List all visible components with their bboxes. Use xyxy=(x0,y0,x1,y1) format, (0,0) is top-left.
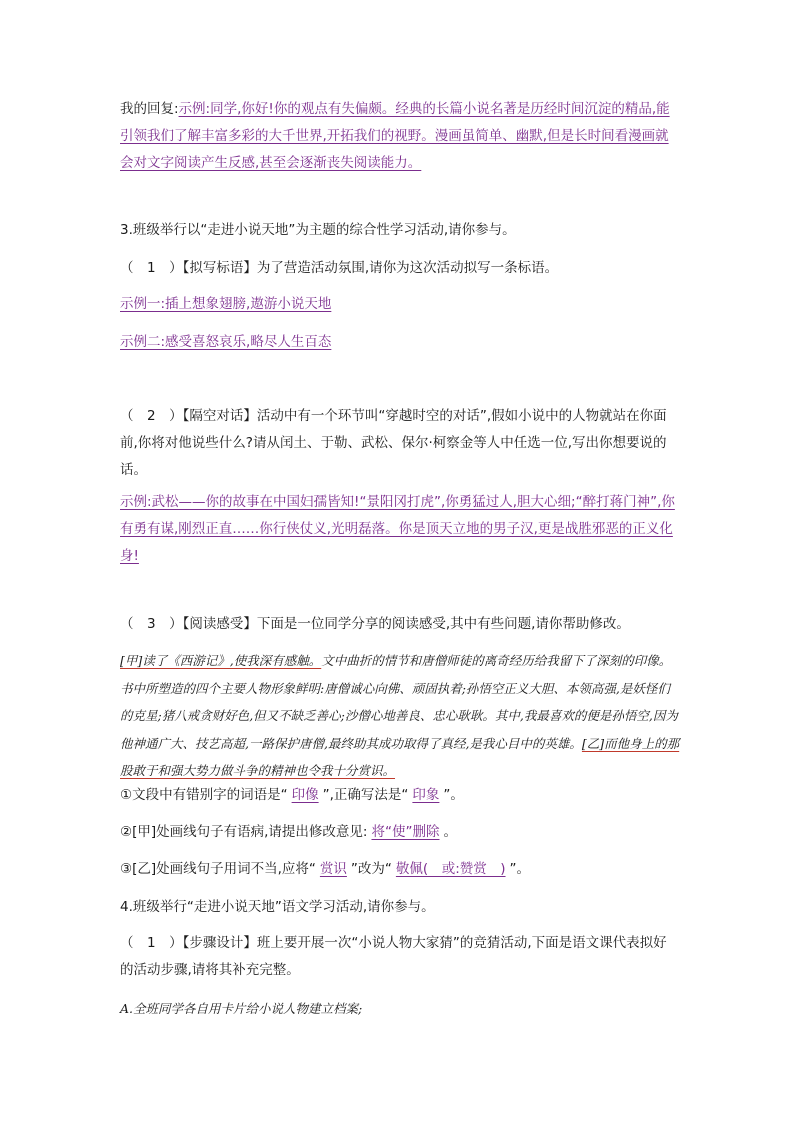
sub1-suffix: ”。 xyxy=(443,787,464,803)
sub3-answer-wrong: 赏识 xyxy=(319,861,347,877)
q3-p3-sub2 xyxy=(120,819,680,846)
q3-p3-sub3 xyxy=(120,856,680,883)
sub3-suffix: ”。 xyxy=(509,861,531,877)
q3-p1-answer1: 示例一:插上想象翅膀,遨游小说天地 xyxy=(120,296,332,312)
sub3-prefix: ③[乙]处画线句子用词不当,应将“ xyxy=(120,861,316,877)
q3-p1-answer1-row xyxy=(120,291,680,318)
passage-sentence-a: [甲]读了《西游记》,使我深有感触。 xyxy=(120,653,322,668)
reading-passage xyxy=(120,647,680,785)
q3-p1-answer2: 示例二:感受喜怒哀乐,略尽人生百态 xyxy=(120,334,332,350)
passage-sentence-b: [乙]而他身上的那股敢于和强大势力做斗争的精神也令我十分赏识。 xyxy=(120,735,680,778)
sub3-answer-correct: 敬佩( 或:赞赏 ) xyxy=(395,861,506,877)
q3-title: 3.班级举行以“走进小说天地”为主题的综合性学习活动,请你参与。 xyxy=(120,222,516,238)
sub1-prefix: ①文段中有错别字的词语是“ xyxy=(120,787,288,803)
sub1-answer-wrong: 印像 xyxy=(291,787,319,803)
q4-p1-question: （ 1 ）【步骤设计】班上要开展一次“小说人物大家猜”的竞猜活动,下面是语文课代表拟好的活动步骤,请将其补充完整。 xyxy=(120,935,667,978)
sub2-prefix: ②[甲]处画线句子有语病,请提出修改意见: xyxy=(120,824,368,840)
passage-middle: 文中曲折的情节和唐僧师徒的离奇经历给我留下了深刻的印像。书中所塑造的四个主要人物形象鲜明:唐僧诚心向佛、顽固执着;孙悟空正义大胆、本领高强,是妖怪们的克星;猪八戒贪财好色,但又不缺乏善心;沙僧心地善良、忠心耿耿。其中,我最喜欢的便是孙悟空,因为他神通广大、技艺高超,一路保护唐僧,最终助其成功取得了真经,是我心目中的英雄。 xyxy=(120,653,678,751)
q3-p3-question: （ 3 ）【阅读感受】下面是一位同学分享的阅读感受,其中有些问题,请你帮助修改。 xyxy=(120,616,630,632)
reply-answer: 示例:同学,你好!你的观点有失偏颇。经典的长篇小说名著是历经时间沉淀的精品,能引领我们了解丰富多彩的大千世界,开拓我们的视野。漫画虽简单、幽默,但是长时间看漫画就会对文字阅读产生反感,甚至会逐渐丧失阅读能力。 xyxy=(120,101,670,171)
q3-p2-answer: 示例:武松——你的故事在中国妇孺皆知!“景阳冈打虎”,你勇猛过人,胆大心细;“醉打蒋门神”,你有勇有谋,刚烈正直……你行侠仗义,光明磊落。你是顶天立地的男子汉,更是战胜邪恶的正义化身! xyxy=(120,494,675,564)
q3-p3-sub1 xyxy=(120,782,680,809)
q3-p2-answer-row xyxy=(120,489,680,570)
q4-step-a: A.全班同学各自用卡片给小说人物建立档案; xyxy=(120,1001,363,1016)
sub1-middle: ”,正确写法是“ xyxy=(322,787,409,803)
reply-label: 我的回复: xyxy=(120,101,179,117)
q4-title: 4.班级举行“走进小说天地”语文学习活动,请你参与。 xyxy=(120,899,435,915)
sub1-answer-correct: 印象 xyxy=(412,787,440,803)
sub2-suffix: 。 xyxy=(443,824,457,840)
q3-p2-question: （ 2 ）【隔空对话】活动中有一个环节叫“穿越时空的对话”,假如小说中的人物就站在你面前,你将对他说些什么?请从闰土、于勒、武松、保尔·柯察金等人中任选一位,写出你想要说的话。 xyxy=(120,408,667,478)
sub2-answer: 将“使”删除 xyxy=(371,824,440,840)
q3-p1-question: （ 1 ）【拟写标语】为了营造活动氛围,请你为这次活动拟写一条标语。 xyxy=(120,260,559,276)
reply-block xyxy=(120,96,680,177)
sub3-middle: ”改为“ xyxy=(350,861,392,877)
q3-p1-answer2-row xyxy=(120,329,680,356)
